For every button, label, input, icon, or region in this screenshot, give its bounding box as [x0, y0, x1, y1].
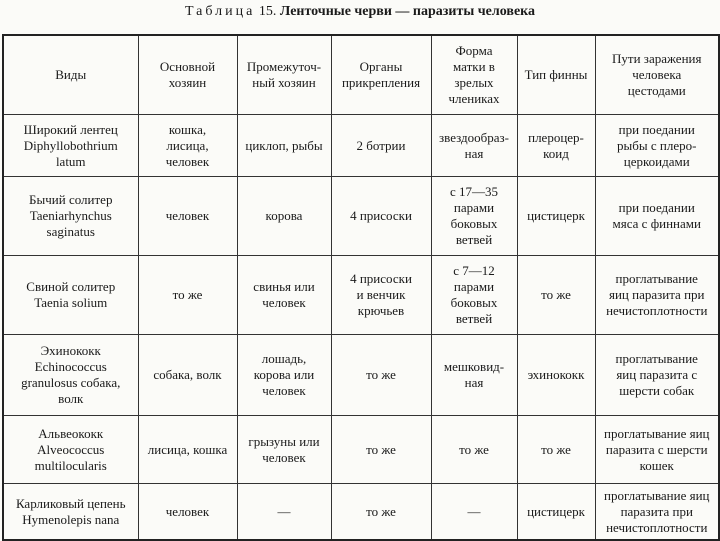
cell-definitive-host: собака, волк: [138, 335, 237, 416]
cell-uterus-shape: с 17—35 парами боковых ветвей: [431, 177, 517, 256]
cell-larva-type: то же: [517, 256, 595, 335]
cell-species: Карликовый цепень Hymenolepis nana: [3, 484, 138, 541]
header-larva-type: Тип финны: [517, 35, 595, 115]
cell-intermediate-host: лошадь, корова или человек: [237, 335, 331, 416]
cell-intermediate-host: грызуны или человек: [237, 416, 331, 484]
cell-infection-route: проглатывание яиц паразита с шерсти собак: [595, 335, 719, 416]
cell-definitive-host: лисица, кошка: [138, 416, 237, 484]
cell-infection-route: проглатывание яиц паразита с шерсти кошек: [595, 416, 719, 484]
cell-intermediate-host: циклоп, рыбы: [237, 115, 331, 177]
cell-attachment-organs: 4 присоски и венчик крючьев: [331, 256, 431, 335]
cell-infection-route: при поедании мяса с финнами: [595, 177, 719, 256]
cell-larva-type: эхинококк: [517, 335, 595, 416]
cell-uterus-shape: то же: [431, 416, 517, 484]
cell-attachment-organs: то же: [331, 335, 431, 416]
caption-text: Ленточные черви — паразиты человека: [279, 4, 536, 19]
cell-species: Бычий солитер Taeniarhynchus saginatus: [3, 177, 138, 256]
table-row: [3, 484, 719, 541]
table-row: [3, 335, 719, 416]
table-row: [3, 256, 719, 335]
cell-attachment-organs: 2 ботрии: [331, 115, 431, 177]
cell-definitive-host: кошка, лисица, человек: [138, 115, 237, 177]
table-caption: [0, 4, 720, 20]
cell-definitive-host: то же: [138, 256, 237, 335]
table-row: [3, 115, 719, 177]
cell-larva-type: плероцер- коид: [517, 115, 595, 177]
header-species: Виды: [3, 35, 138, 115]
header-infection-route: Пути заражения человека цестодами: [595, 35, 719, 115]
cell-infection-route: при поедании рыбы с плеро- церкоидами: [595, 115, 719, 177]
cell-species: Широкий лентец Diphyllobothrium latum: [3, 115, 138, 177]
cell-larva-type: то же: [517, 416, 595, 484]
cell-attachment-organs: то же: [331, 484, 431, 541]
cell-larva-type: цистицерк: [517, 484, 595, 541]
cell-uterus-shape: —: [431, 484, 517, 541]
tapeworms-table: [2, 34, 720, 541]
cell-attachment-organs: то же: [331, 416, 431, 484]
header-intermediate-host: Промежуточ- ный хозяин: [237, 35, 331, 115]
cell-larva-type: цистицерк: [517, 177, 595, 256]
header-attachment-organs: Органы прикрепления: [331, 35, 431, 115]
cell-uterus-shape: с 7—12 парами боковых ветвей: [431, 256, 517, 335]
cell-definitive-host: человек: [138, 177, 237, 256]
table-row: [3, 416, 719, 484]
table-row: [3, 177, 719, 256]
cell-definitive-host: человек: [138, 484, 237, 541]
header-row: [3, 35, 719, 115]
caption-label: Таблица: [184, 4, 256, 19]
cell-species: Свиной солитер Taenia solium: [3, 256, 138, 335]
cell-intermediate-host: —: [237, 484, 331, 541]
cell-uterus-shape: мешковид- ная: [431, 335, 517, 416]
header-definitive-host: Основной хозяин: [138, 35, 237, 115]
cell-uterus-shape: звездообраз- ная: [431, 115, 517, 177]
cell-species: Эхинококк Echinococcus granulosus собака, волк: [3, 335, 138, 416]
cell-species: Альвеококк Alveococcus multilocularis: [3, 416, 138, 484]
header-uterus-shape: Форма матки в зрелых члениках: [431, 35, 517, 115]
cell-intermediate-host: свинья или человек: [237, 256, 331, 335]
cell-intermediate-host: корова: [237, 177, 331, 256]
cell-attachment-organs: 4 присоски: [331, 177, 431, 256]
caption-number: 15.: [258, 4, 277, 19]
cell-infection-route: проглатывание яиц паразита при нечистоплотности: [595, 256, 719, 335]
cell-infection-route: проглатывание яиц паразита при нечистоплотности: [595, 484, 719, 541]
